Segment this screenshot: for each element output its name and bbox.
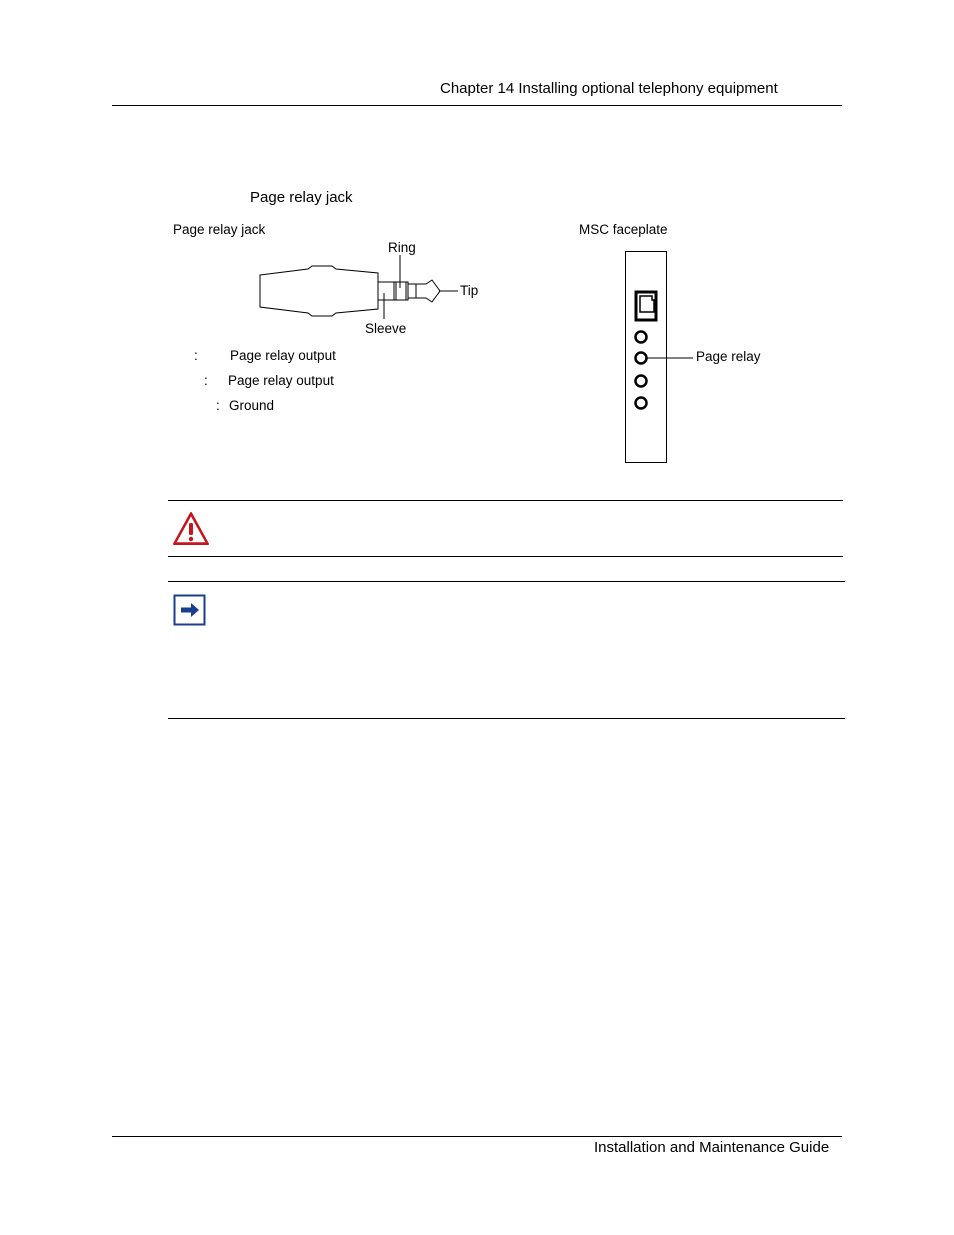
legend-sep-1: : bbox=[194, 348, 198, 363]
audio-plug-diagram bbox=[250, 235, 490, 340]
msc-faceplate-diagram bbox=[620, 245, 780, 470]
plug-sleeve-contact bbox=[378, 282, 394, 300]
jack-panel-title: Page relay jack bbox=[173, 222, 266, 237]
note-bottom-rule bbox=[168, 718, 845, 719]
faceplate-jack-4 bbox=[636, 398, 647, 409]
caution-top-rule bbox=[168, 500, 843, 501]
tip-label: Tip bbox=[460, 283, 479, 298]
faceplate-jack-page-relay bbox=[636, 353, 647, 364]
faceplate-panel-title: MSC faceplate bbox=[579, 222, 668, 237]
faceplate-jack-1 bbox=[636, 332, 647, 343]
arrow-right-icon bbox=[173, 594, 206, 626]
footer-rule bbox=[112, 1136, 842, 1137]
warning-triangle-icon bbox=[172, 511, 210, 546]
footer-title: Installation and Maintenance Guide bbox=[594, 1139, 830, 1156]
plug-body bbox=[260, 266, 378, 316]
note-top-rule bbox=[168, 581, 845, 582]
figure-caption: Page relay jack bbox=[250, 189, 353, 206]
faceplate-jack-3 bbox=[636, 376, 647, 387]
legend-sep-3: : bbox=[216, 398, 220, 413]
header-rule bbox=[112, 105, 842, 106]
legend-text-1: Page relay output bbox=[230, 348, 336, 363]
sleeve-label: Sleeve bbox=[365, 321, 407, 336]
plug-tip bbox=[416, 280, 440, 302]
page-relay-label: Page relay bbox=[696, 349, 761, 364]
legend-sep-2: : bbox=[204, 373, 208, 388]
caution-bottom-rule bbox=[168, 556, 843, 557]
legend-text-2: Page relay output bbox=[228, 373, 334, 388]
legend-text-3: Ground bbox=[229, 398, 275, 413]
ring-label: Ring bbox=[388, 240, 416, 255]
chapter-header: Chapter 14 Installing optional telephony equipment bbox=[440, 80, 778, 97]
